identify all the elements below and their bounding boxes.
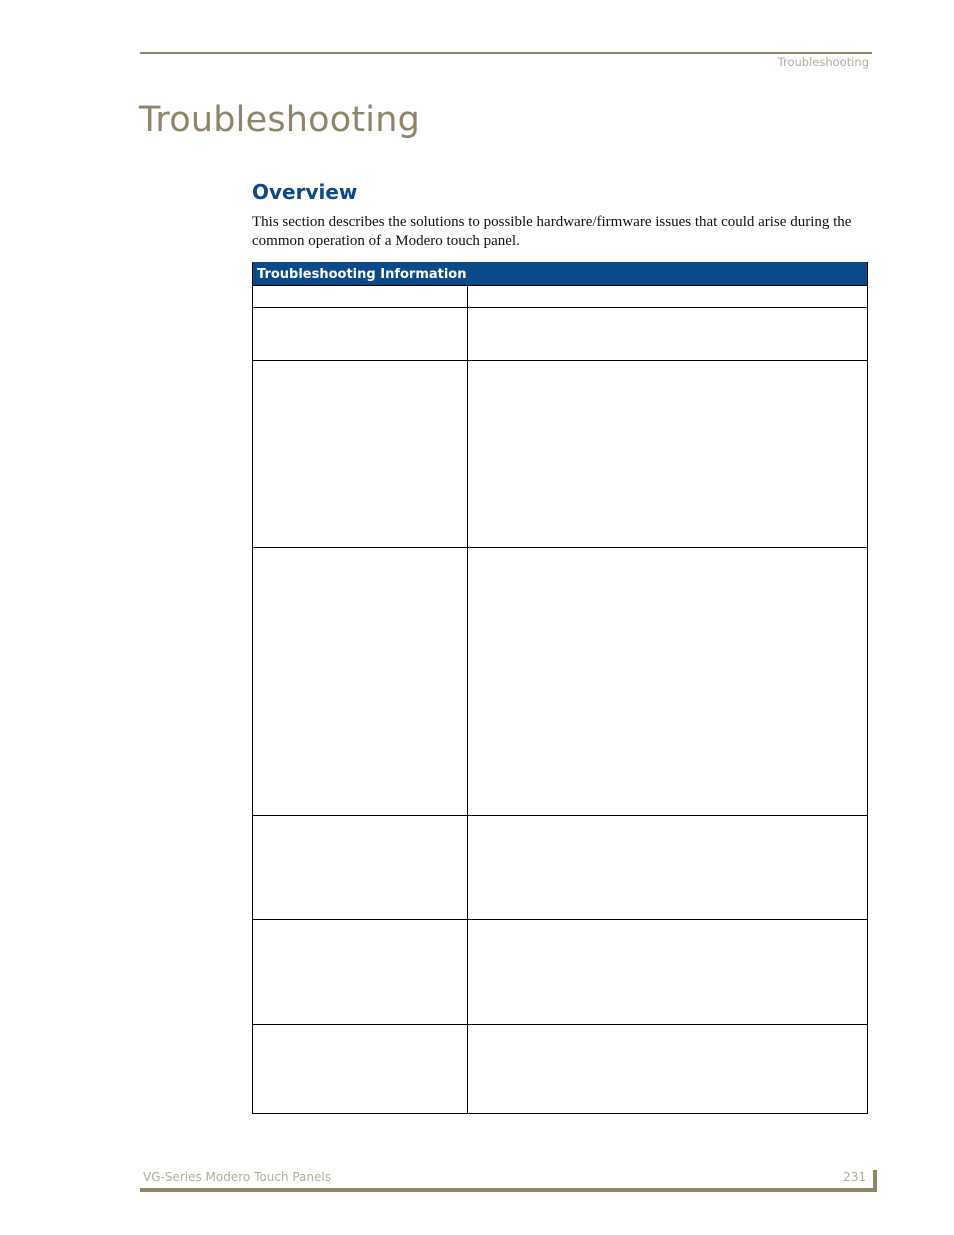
- solution-cell: [468, 816, 868, 920]
- intro-paragraph: This section describes the solutions to possible hardware/firmware issues that could arise during the common operation of a Modero touch panel.: [252, 214, 852, 249]
- chapter-title: Troubleshooting: [139, 100, 421, 140]
- solution-cell: [468, 308, 868, 361]
- issue-cell: [253, 308, 468, 361]
- issue-cell: [253, 361, 468, 548]
- solution-cell: [468, 286, 868, 308]
- section-heading: Overview: [252, 180, 358, 204]
- issue-cell: [253, 920, 468, 1025]
- solution-cell: [468, 920, 868, 1025]
- table-row: [253, 1025, 868, 1114]
- footer-product: VG-Series Modero Touch Panels: [143, 1170, 331, 1184]
- header-rule: [140, 52, 872, 54]
- solution-cell: [468, 1025, 868, 1114]
- page-number: 231: [843, 1170, 866, 1184]
- table-title: Troubleshooting Information: [253, 263, 868, 286]
- table-row: [253, 548, 868, 816]
- table-row: [253, 286, 868, 308]
- running-header: Troubleshooting: [777, 55, 869, 69]
- table-row: [253, 361, 868, 548]
- issue-cell: [253, 286, 468, 308]
- solution-cell: [468, 361, 868, 548]
- issue-cell: [253, 816, 468, 920]
- issue-cell: [253, 548, 468, 816]
- footer-rule: [140, 1188, 877, 1192]
- troubleshooting-table: [252, 262, 868, 1114]
- table-row: [253, 920, 868, 1025]
- table-row: [253, 816, 868, 920]
- table-row: [253, 308, 868, 361]
- table-title-row: [253, 263, 868, 286]
- solution-cell: [468, 548, 868, 816]
- issue-cell: [253, 1025, 468, 1114]
